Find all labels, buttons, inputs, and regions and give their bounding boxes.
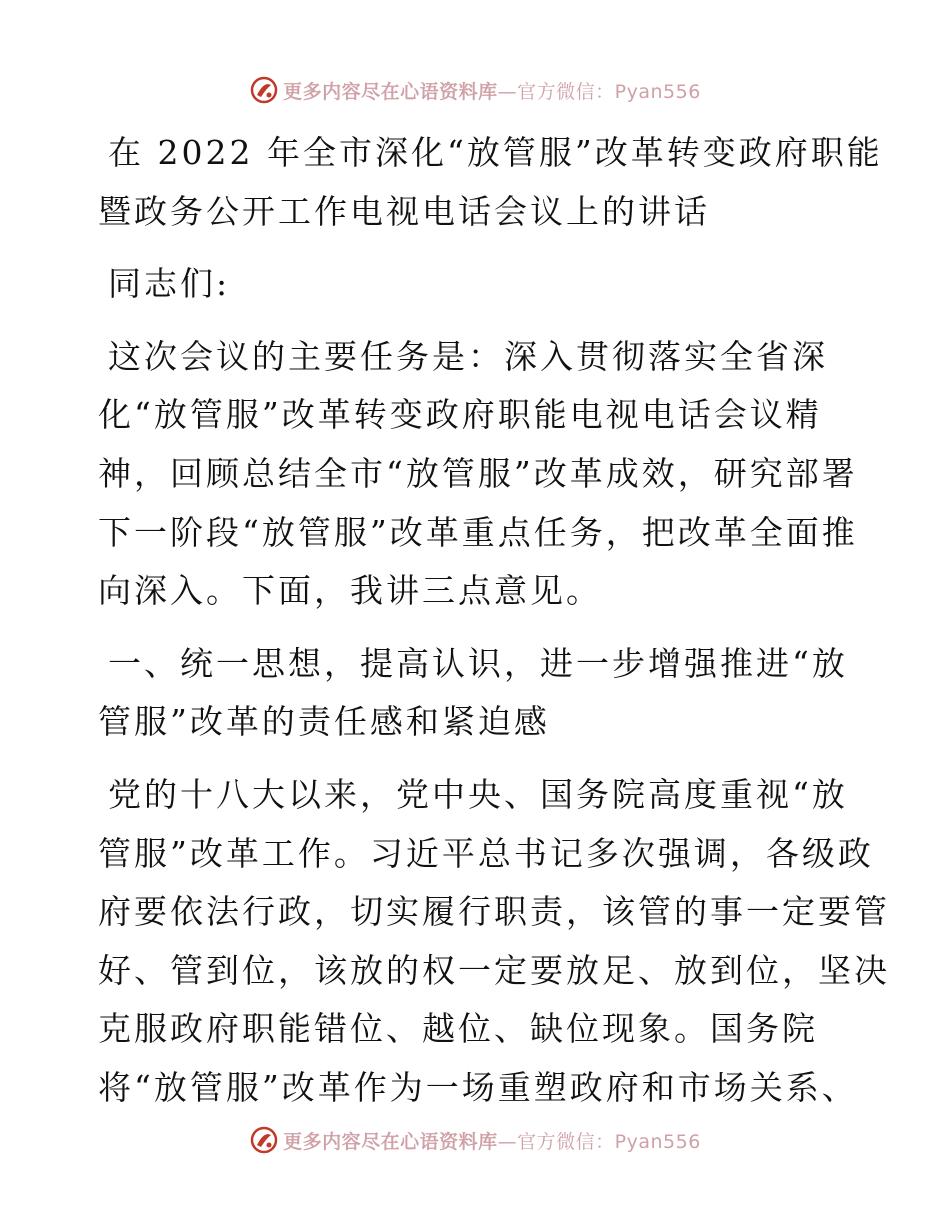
watermark-text: 更多内容尽在心语资料库—官方微信：Pyan556 [283,1130,701,1153]
title-line: 暨政务公开工作电视电话会议上的讲话 [98,191,710,231]
title-line: 在 2022 年全市深化“放管服”改革转变政府职能 [108,133,883,172]
document-body [98,124,890,1132]
watermark-banner-top [0,70,950,110]
intro-paragraph [98,328,858,621]
salutation: 同志们: [108,264,231,304]
paragraph-line: 克服政府职能错位、越位、缺位现象。国务院 [98,1009,818,1049]
heading-line: 管服”改革的责任感和紧迫感 [98,702,550,742]
watermark-text: 更多内容尽在心语资料库—官方微信：Pyan556 [283,80,701,103]
brand-logo-icon [249,75,279,105]
paragraph-line: 管服”改革工作。习近平总书记多次强调，各级政 [98,833,874,873]
watermark-banner-bottom [0,1120,950,1160]
brand-logo-icon [249,1125,279,1155]
section-heading-1 [98,635,858,752]
paragraph-line: 向深入。下面，我讲三点意见。 [98,571,602,611]
paragraph-line: 好、管到位，该放的权一定要放足、放到位，坚决 [98,950,890,990]
paragraph-line: 党的十八大以来，党中央、国务院高度重视“放 [108,774,848,814]
paragraph-line: 神，回顾总结全市“放管服”改革成效，研究部署 [98,453,858,493]
paragraph-line: 府要依法行政，切实履行职责，该管的事一定要管 [98,892,890,932]
document-title [98,124,883,241]
paragraph-line: 将“放管服”改革作为一场重塑政府和市场关系、 [98,1067,858,1107]
paragraph-line: 这次会议的主要任务是：深入贯彻落实全省深 [108,336,828,376]
paragraph-line: 下一阶段“放管服”改革重点任务，把改革全面推 [98,512,858,552]
section-body-1 [98,766,890,1118]
heading-line: 一、统一思想，提高认识，进一步增强推进“放 [108,643,848,683]
paragraph-line: 化“放管服”改革转变政府职能电视电话会议精 [98,395,822,435]
